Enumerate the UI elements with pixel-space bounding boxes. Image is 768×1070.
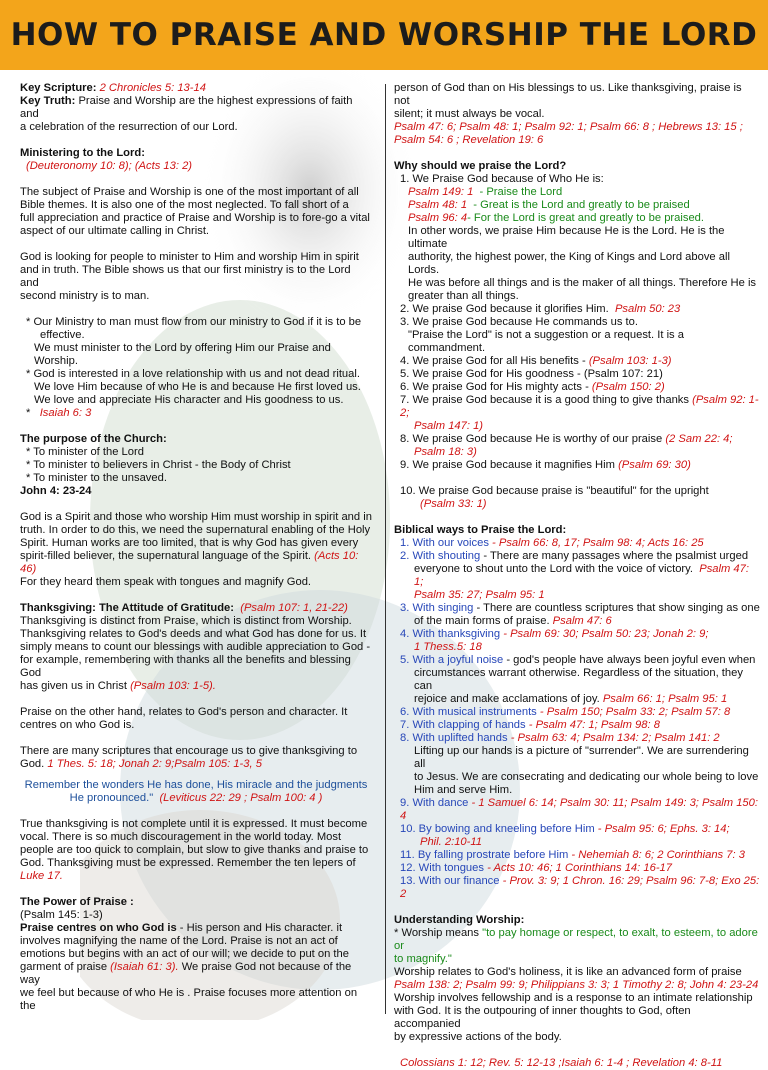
power-line: Praise centres on who God is - His person and His character. it [20,922,343,934]
cont-line: silent; it must always be vocal. [394,108,545,120]
true-thanks-line: people are too quick to complain, but slow to give thanks and praise to [20,844,369,856]
way-item-cont: Lifting up our hands is a picture of "surrender". We are surrendering all [414,745,749,770]
way-item: 5. With a joyful noise - god's people have always been joyful even when [400,654,756,666]
ministry-bullet: * God is interested in a love relationship with us and not dead ritual. [26,368,360,380]
way-item: 13. With our finance - Prov. 3: 9; 1 Chron. 16: 29; Psalm 96: 7-8; Exo 25: 2 [400,875,760,900]
worship-refs: Psalm 138: 2; Psalm 99: 9; Philippians 3: 3; 1 Timothy 2: 8; John 4: 23-24 [394,979,759,991]
ministry-bullet-cont: effective. [40,329,85,341]
way-item: 2. With shouting - There are many passages where the psalmist urged [400,550,749,562]
power-line: emotions but begins with an act of our will; we decide to put on the [20,948,349,960]
why-item: 3. We praise God because He commands us to. [400,316,638,328]
purpose-heading: The purpose of the Church: [20,433,167,445]
subject-line: The subject of Praise and Worship is one of the most important of all [20,186,359,198]
power-ref: (Psalm 145: 1-3) [20,909,103,921]
way-item: 1. With our voices - Psalm 66: 8, 17; Psalm 98: 4; Acts 16: 25 [400,537,704,549]
way-item-cont: 1 Thess.5: 18 [414,641,482,653]
ministering-ref: (Deuteronomy 10: 8); (Acts 13: 2) [26,160,193,172]
subject-line: full appreciation and practice of Praise and Worship is to fore-go a vital [20,212,370,224]
way-item-cont: Psalm 35: 27; Psalm 95: 1 [414,589,545,601]
why-sub: Psalm 48: 1 - Great is the Lord and greatly to be praised [408,199,690,211]
why-item: 1. We Praise God because of Who He is: [400,173,604,185]
cont-refs: Psalm 54: 6 ; Revelation 19: 6 [394,134,544,146]
subject-line: Bible themes. It is also one of the most neglected. To fall short of a [20,199,349,211]
cont-refs: Psalm 47: 6; Psalm 48: 1; Psalm 92: 1; Psalm 66: 8 ; Hebrews 13: 15 ; [394,121,743,133]
worship-para-line: with God. It is the outpouring of inner thoughts to God, often accompanied [394,1005,691,1030]
final-refs: Colossians 1: 12; Rev. 5: 12-13 ;Isaiah 6: 1-4 ; Revelation 4: 8-11 [400,1057,723,1069]
true-thanks-line: God. Thanksgiving must be expressed. Remember the ten lepers of [20,857,356,869]
left-column [20,82,372,1013]
ministry-bullet: * Our Ministry to man must flow from our ministry to God if it is to be [26,316,362,328]
why-item-cont: (Psalm 33: 1) [420,498,487,510]
way-item-cont: circumstances warrant otherwise. Regardless of the situation, they can [414,667,743,692]
subject-line: aspect of our ultimate calling in Christ. [20,225,210,237]
thanks-line: for example, remembering with thanks all the benefits and blessing God [20,654,351,679]
why-para: greater than all things. [408,290,519,302]
spirit-line: For they heard them speak with tongues and magnify God. [20,576,312,588]
quote-line: He pronounced." (Leviticus 22: 29 ; Psalm 100: 4 ) [69,792,323,804]
key-scripture: Key Scripture: 2 Chronicles 5: 13-14 [20,82,206,94]
column-divider [385,84,386,1014]
thanks-heading: Thanksgiving: The Attitude of Gratitude: (Psalm 107: 1, 21-22) [20,602,348,614]
why-item-cont: Psalm 147: 1) [414,420,484,432]
why-para: In other words, we praise Him because He is the Lord. He is the ultimate [408,225,725,250]
way-item-cont: everyone to shout unto the Lord with the voice of victory. Psalm 47: 1; [414,563,749,588]
why-item: 10. We praise God because praise is "beautiful" for the upright [400,485,709,497]
way-item: 6. With musical instruments - Psalm 150; Psalm 33: 2; Psalm 57: 8 [400,706,731,718]
why-para: He was before all things and is the maker of all things. Therefore He is [408,277,757,289]
true-thanks-ref: Luke 17. [20,870,63,882]
spirit-line: Spirit. Human works are too limited, that is why God has given every [20,537,359,549]
worship-relates: Worship relates to God's holiness, it is like an advanced form of praise [394,966,742,978]
why-item-cont: "Praise the Lord" is not a suggestion or a request. It is a commandment. [408,329,684,354]
way-item: 8. With uplifted hands - Psalm 63: 4; Psalm 134: 2; Psalm 141: 2 [400,732,720,744]
john-ref: John 4: 23-24 [20,485,92,497]
way-item-cont: Phil. 2:10-11 [420,836,482,848]
why-item-cont: Psalm 18: 3) [414,446,477,458]
worship-para-line: by expressive actions of the body. [394,1031,562,1043]
why-para: authority, the highest power, the King of Kings and Lord above all Lords. [408,251,730,276]
why-item: 7. We praise God because it is a good thing to give thanks (Psalm 92: 1-2; [400,394,759,419]
worship-para-line: Worship involves fellowship and is a response to an intimate relationship [394,992,753,1004]
ministry-bullet-cont: We must minister to the Lord by offering Him our Praise and Worship. [34,342,331,367]
god-looking-line: God is looking for people to minister to Him and worship Him in spirit [20,251,359,263]
way-item-cont: to Jesus. We are consecrating and dedicating our whole being to love [414,771,759,783]
purpose-item: * To minister of the Lord [26,446,144,458]
biblical-heading: Biblical ways to Praise the Lord: [394,524,567,536]
ministering-heading: Ministering to the Lord: [20,147,145,159]
ministry-bullet-cont: We love and appreciate His character and His goodness to us. [34,394,344,406]
title-banner [0,0,768,70]
praise-other-line: Praise on the other hand, relates to God's person and character. It [20,706,348,718]
way-item: 11. By falling prostrate before Him - Nehemiah 8: 6; 2 Corinthians 7: 3 [400,849,745,861]
page-title: HOW TO PRAISE AND WORSHIP THE LORD [10,17,758,53]
power-line: garment of praise (Isaiah 61: 3). We praise God not because of the way [20,961,352,986]
way-item: 3. With singing - There are countless scriptures that show singing as one [400,602,760,614]
thanks-line: Thanksgiving relates to God's deeds and what God has done for us. It [20,628,367,640]
way-item-cont: of the main forms of praise. Psalm 47: 6 [414,615,612,627]
praise-other-line: centres on who God is. [20,719,135,731]
power-line: we feel but because of who He is . Praise focuses more attention on the [20,987,358,1012]
many-scriptures-line: There are many scriptures that encourage us to give thanksgiving to [20,745,358,757]
why-item: 9. We praise God because it magnifies Him (Psalm 69: 30) [400,459,691,471]
cont-line: person of God than on His blessings to us. Like thanksgiving, praise is not [394,82,742,107]
spirit-line: spirit-filled believer, the supernatural language of the Spirit. (Acts 10: 46) [20,550,359,575]
god-looking-line: second ministry is to man. [20,290,150,302]
purpose-item: * To minister to believers in Christ - the Body of Christ [26,459,291,471]
key-truth-cont: a celebration of the resurrection of our Lord. [20,121,238,133]
understanding-heading: Understanding Worship: [394,914,525,926]
why-item: 4. We praise God for all His benefits - (Psalm 103: 1-3) [400,355,672,367]
true-thanks-line: True thanksgiving is not complete until it is expressed. It must become [20,818,368,830]
worship-means-cont: to magnify." [394,953,452,965]
spirit-line: God is a Spirit and those who worship Him must worship in spirit and in [20,511,372,523]
way-item: 10. By bowing and kneeling before Him - Psalm 95: 6; Ephs. 3: 14; [400,823,730,835]
way-item-cont: rejoice and make acclamations of joy. Psalm 66: 1; Psalm 95: 1 [414,693,728,705]
why-item: 8. We praise God because He is worthy of our praise (2 Sam 22: 4; [400,433,733,445]
why-heading: Why should we praise the Lord? [394,160,567,172]
spirit-line: truth. In order to do this, we need the supernatural enabling of the Holy [20,524,371,536]
why-item: 2. We praise God because it glorifies Him. Psalm 50: 23 [400,303,681,315]
power-heading: The Power of Praise : [20,896,134,908]
god-looking-line: and in truth. The Bible shows us that our first ministry is to the Lord and [20,264,351,289]
way-item: 9. With dance - 1 Samuel 6: 14; Psalm 30: 11; Psalm 149: 3; Psalm 150: 4 [400,797,758,822]
why-item: 6. We praise God for His mighty acts - (Psalm 150: 2) [400,381,665,393]
why-sub: Psalm 96: 4- For the Lord is great and greatly to be praised. [408,212,705,224]
ministry-bullet-cont: We love Him because of who He is and because He first loved us. [34,381,361,393]
ministry-bullet: * Isaiah 6: 3 [26,407,92,419]
way-item: 4. With thanksgiving - Psalm 69: 30; Psalm 50: 23; Jonah 2: 9; [400,628,709,640]
thanks-line: simply means to count our blessings with audible appreciation to God - [20,641,371,653]
way-item: 12. With tongues - Acts 10: 46; 1 Corinthians 14: 16-17 [400,862,672,874]
purpose-item: * To minister to the unsaved. [26,472,167,484]
worship-means: * Worship means "to pay homage or respect, to exalt, to esteem, to adore or [394,927,758,952]
power-line: involves magnifying the name of the Lord. Praise is not an act of [20,935,338,947]
why-sub: Psalm 149: 1 - Praise the Lord [408,186,563,198]
thanks-line: Thanksgiving is distinct from Praise, which is distinct from Worship. [20,615,352,627]
why-item: 5. We praise God for His goodness - (Psalm 107: 21) [400,368,663,380]
many-scriptures-line: God. 1 Thes. 5: 18; Jonah 2: 9;Psalm 105: 1-3, 5 [20,758,262,770]
key-truth: Key Truth: Praise and Worship are the highest expressions of faith and [20,95,353,120]
true-thanks-line: vocal. There is so much discouragement in the world today. Most [20,831,342,843]
way-item-cont: Him and serve Him. [414,784,513,796]
thanks-line: has given us in Christ (Psalm 103: 1-5). [20,680,216,692]
quote-line: Remember the wonders He has done, His miracle and the judgments [24,779,368,791]
way-item: 7. With clapping of hands - Psalm 47: 1; Psalm 98: 8 [400,719,660,731]
key-scripture-ref: 2 Chronicles 5: 13-14 [99,82,206,94]
right-column [394,82,760,1070]
